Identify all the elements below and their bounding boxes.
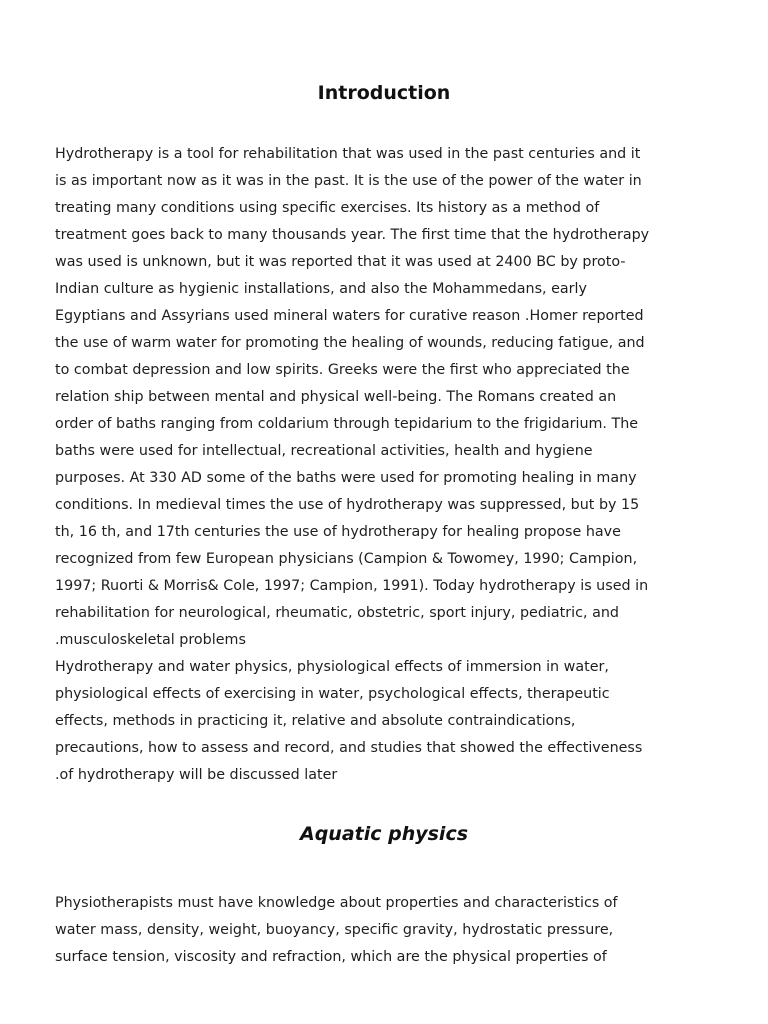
text-line: Hydrotherapy and water physics, physiological effects of immersion in water, — [55, 659, 609, 675]
text-line: effects, methods in practicing it, relative and absolute contraindications, — [55, 713, 576, 729]
introduction-body — [55, 141, 735, 789]
introduction-heading: Introduction — [317, 82, 451, 104]
text-line: recognized from few European physicians (Campion & Towomey, 1990; Campion, — [55, 551, 638, 567]
text-line: purposes. At 330 AD some of the baths were used for promoting healing in many — [55, 470, 637, 486]
text-line: was used is unknown, but it was reported that it was used at 2400 BC by proto- — [55, 254, 626, 270]
text-line: 1997; Ruorti & Morris& Cole, 1997; Campion, 1991). Today hydrotherapy is used in — [55, 578, 649, 594]
text-line: th, 16 th, and 17th centuries the use of hydrotherapy for healing propose have — [55, 524, 621, 540]
text-line: relation ship between mental and physical well-being. The Romans created an — [55, 389, 617, 405]
text-line: order of baths ranging from coldarium through tepidarium to the frigidarium. The — [55, 416, 639, 432]
text-line: Hydrotherapy is a tool for rehabilitation that was used in the past centuries and it — [55, 146, 641, 162]
text-line: to combat depression and low spirits. Greeks were the first who appreciated the — [55, 362, 630, 378]
text-line: precautions, how to assess and record, and studies that showed the effectiveness — [55, 740, 643, 756]
text-line: Physiotherapists must have knowledge about properties and characteristics of — [55, 895, 618, 911]
text-line: rehabilitation for neurological, rheumatic, obstetric, sport injury, pediatric, and — [55, 605, 619, 621]
text-line: water mass, density, weight, buoyancy, specific gravity, hydrostatic pressure, — [55, 922, 614, 938]
text-line: Indian culture as hygienic installations, and also the Mohammedans, early — [55, 281, 587, 297]
text-line: treatment goes back to many thousands year. The first time that the hydrotherapy — [55, 227, 650, 243]
text-line: Egyptians and Assyrians used mineral waters for curative reason .Homer reported — [55, 308, 644, 324]
text-line: baths were used for intellectual, recreational activities, health and hygiene — [55, 443, 593, 459]
text-line: physiological effects of exercising in water, psychological effects, therapeutic — [55, 686, 610, 702]
text-line: conditions. In medieval times the use of hydrotherapy was suppressed, but by 15 — [55, 497, 640, 513]
text-line: the use of warm water for promoting the healing of wounds, reducing fatigue, and — [55, 335, 645, 351]
text-line: is as important now as it was in the past. It is the use of the power of the water in — [55, 173, 642, 189]
text-line: .musculoskeletal problems — [55, 632, 246, 648]
text-line: .of hydrotherapy will be discussed later — [55, 767, 338, 783]
aquatic-physics-body — [55, 890, 735, 971]
text-line: surface tension, viscosity and refraction, which are the physical properties of — [55, 949, 607, 965]
aquatic-physics-heading: Aquatic physics — [299, 823, 469, 845]
text-line: treating many conditions using specific exercises. Its history as a method of — [55, 200, 600, 216]
